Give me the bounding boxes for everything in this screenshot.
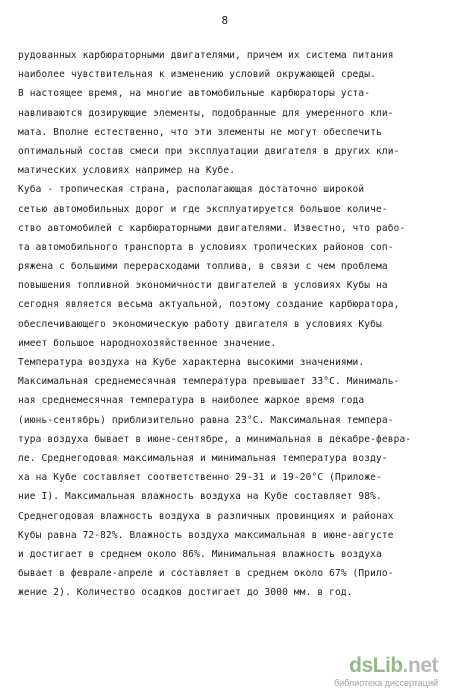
text-line: ство автомобилей с карбюраторными двигателями. Известно, что рабо- — [18, 222, 406, 234]
text-line: Куба - тропическая страна, располагающая достаточно широкой — [18, 184, 365, 196]
page-number: 8 — [221, 14, 229, 27]
text-line: ние I). Максимальная влажность воздуха на Кубе составляет 98%. — [18, 491, 382, 503]
text-line: повышения топливной экономичности двигателей в условиях Кубы на — [18, 280, 388, 292]
text-line: Температура воздуха на Кубе характерна высокими значениями. — [18, 357, 365, 368]
text-line: Кубы равна 72-82%. Влажность воздуха максимальная в июне-августе — [18, 529, 394, 541]
text-line: сетью автомобильных дорог и где эксплуатируется большое количе- — [18, 203, 388, 215]
text-line: и достигает в среднем около 86%. Минимальная влажность воздуха — [18, 548, 382, 560]
text-line: В настоящее время, на многие автомобильные карбюраторы уста- — [18, 88, 371, 100]
text-line: рудованных карбюраторными двигателями, причем их система питания — [18, 50, 394, 61]
text-line: матических условиях например на Кубе. — [18, 165, 236, 177]
text-line: наиболее чувствительная к изменению условий окружающей среды. — [18, 69, 377, 81]
text-line: ха на Кубе составляет соответственно 29-31 и 19-20°С (Приложе- — [18, 472, 382, 484]
document-body — [18, 46, 438, 602]
text-line: ле. Среднегодовая максимальная и минимальная температура возду- — [18, 452, 388, 464]
text-line: та автомобильного транспорта в условиях тропических районов соп- — [18, 241, 394, 253]
text-line: жение 2). Количество осадков достигает до 3000 мм. в год. — [18, 587, 353, 599]
text-line: ряжена с большими перерасходами топлива, в связи с чем проблема — [18, 261, 388, 273]
text-line: бывает в феврале-апреле и составляет в среднем около 67% (Прило- — [18, 568, 394, 580]
text-line: оптимальный состав смеси при эксплуатации двигателя в других кли- — [18, 145, 400, 157]
text-line: мата. Вполне естественно, что эти элементы не могут обеспечить — [18, 126, 382, 138]
text-line: Максимальная среднемесячная температура превышает 33°С. Минималь- — [18, 376, 400, 388]
watermark-logo-part2: .net — [402, 654, 438, 677]
watermark-subtitle: библиотека диссертаций — [333, 678, 438, 688]
dslib-watermark[interactable] — [278, 654, 438, 688]
text-line: ная среднемесячная температура в наиболее жаркое время года — [18, 395, 365, 407]
text-line: имеет большое народнохозяйственное значение. — [18, 337, 277, 349]
text-line: сегодня является весьма актуальной, поэтому создание карбюратора, — [18, 299, 400, 311]
text-line: (июнь-сентябрь) приблизительно равна 23°С. Максимальная темпера- — [18, 414, 394, 426]
text-line: навливаются дозирующие элементы, подобранные для умеренного кли- — [18, 107, 394, 119]
text-line: тура воздуха бывает в июне-сентябре, а минимальная в декабре-февра- — [18, 433, 412, 445]
watermark-logo-part1: dsLib — [349, 654, 403, 677]
text-line: Среднегодовая влажность воздуха в различных провинциях и районах — [18, 510, 394, 522]
text-line: обеспечивающего экономическую работу двигателя в условиях Кубы — [18, 318, 382, 330]
watermark-logo — [349, 654, 438, 678]
